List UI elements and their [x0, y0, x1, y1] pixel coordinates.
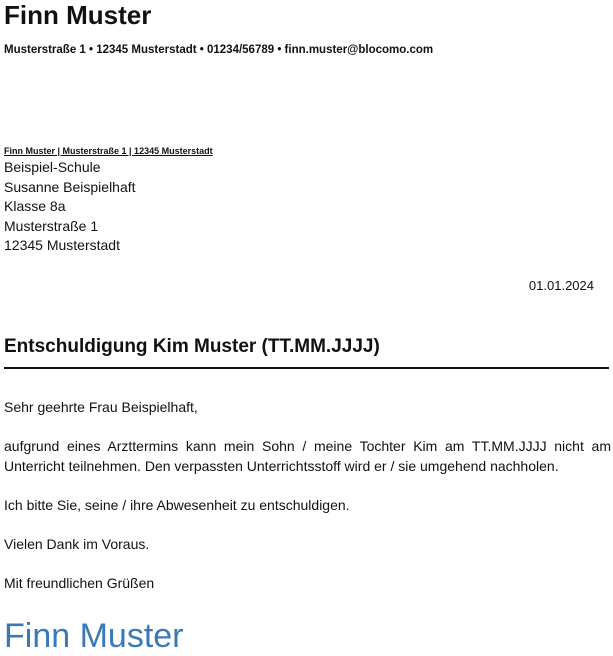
- body-paragraph: Ich bitte Sie, seine / ihre Abwesenheit zu entschuldigen.: [4, 496, 350, 513]
- letter-date: 01.01.2024: [528, 278, 594, 293]
- recipient-line: Susanne Beispielhaft: [4, 178, 136, 195]
- body-paragraph: aufgrund eines Arzttermins kann mein Sohn / meine Tochter Kim am TT.MM.JJJJ nicht am Unterricht teilnehmen. Den verpassten Unterrichtsstoff wird er / sie umgehend nachholen.: [4, 438, 611, 474]
- sender-name: Finn Muster: [4, 0, 152, 30]
- letter-body: [4, 398, 611, 613]
- recipient-line: Musterstraße 1: [4, 217, 99, 234]
- recipient-line: Klasse 8a: [4, 198, 66, 215]
- recipient-address: [4, 158, 136, 256]
- signature: Finn Muster: [4, 617, 184, 655]
- body-paragraph: Vielen Dank im Voraus.: [4, 535, 150, 552]
- closing-phrase: Mit freundlichen Grüßen: [4, 574, 155, 591]
- recipient-line: 12345 Musterstadt: [4, 237, 120, 254]
- salutation: Sehr geehrte Frau Beispielhaft,: [4, 399, 198, 415]
- sender-contact-line: Musterstraße 1 • 12345 Musterstadt • 01234/56789 • finn.muster@blocomo.com: [4, 44, 434, 56]
- subject-divider: [4, 367, 609, 369]
- return-address-line: Finn Muster | Musterstraße 1 | 12345 Musterstadt: [4, 146, 213, 156]
- subject-line: Entschuldigung Kim Muster (TT.MM.JJJJ): [4, 336, 380, 357]
- recipient-line: Beispiel-Schule: [4, 159, 101, 175]
